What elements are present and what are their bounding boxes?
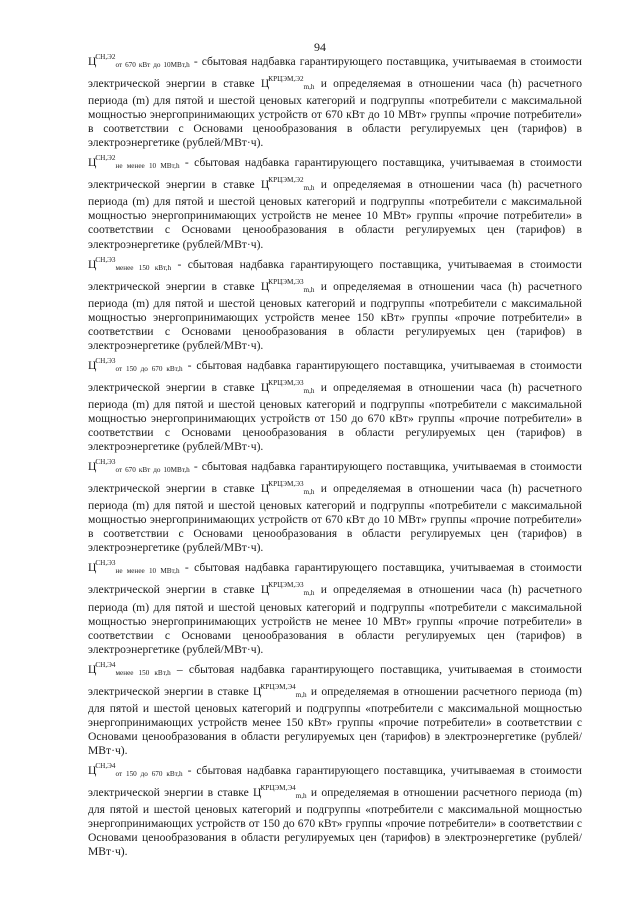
definition-paragraph (88, 556, 582, 656)
symbol-superscript: СН,Э3 (95, 255, 116, 264)
rate-symbol-base: Ц (260, 178, 270, 192)
symbol-superscript: СН,Э3 (95, 559, 116, 568)
definition-text-continued: и определяемая в отношении расчетного периода (m) для пятой и шестой ценовых категорий и подгруппы «потребители с максимальной мощностью энергопринимающих устройств менее 150 кВт» группы «прочие потребители» в соответствии с Основами ценообразования в области регулируемых цен (тарифов) в электроэнергетике (рублей/МВт·ч). (88, 684, 582, 757)
symbol-base: Ц (88, 763, 97, 777)
rate-symbol-base: Ц (253, 786, 262, 800)
rate-symbol (260, 277, 315, 294)
definition-text-continued: и определяемая в отношении часа (h) расчетного периода (m) для пятой и шестой ценовых категорий и подгруппы «потребители с максимальной мощностью энергопринимающих устройств не менее 10 МВт» группы «прочие потребители» в соответствии с Основами ценообразования в области регулируемых цен (тарифов) в электроэнергетике (рублей/МВт·ч). (88, 583, 582, 656)
definition-text-continued: и определяемая в отношении часа (h) расчетного периода (m) для пятой и шестой ценовых категорий и подгруппы «потребители с максимальной мощностью энергопринимающих устройств от 150 до 670 кВт» группы «прочие потребители» в соответствии с Основами ценообразования в области регулируемых цен (тарифов) в электроэнергетике (рублей/МВт·ч). (88, 380, 582, 454)
definition-dash: - (189, 460, 202, 474)
symbol-superscript: СН,Э3 (95, 458, 116, 467)
definition-text: сбытовая надбавка гарантирующего поставщика, учитываемая в стоимости электрической энергии в ставке (88, 55, 582, 91)
symbol-base: Ц (88, 55, 97, 68)
definition-dash: - (179, 156, 195, 170)
definition-text-continued: и определяемая в отношении часа (h) расчетного периода (m) для пятой и шестой ценовых категорий и подгруппы «потребители с максимальной мощностью энергопринимающих устройств от 670 кВт до 10 МВт» группы «прочие потребители» в соответствии с Основами ценообразования в области регулируемых цен (тарифов) в электроэнергетике (рублей/МВт·ч). (88, 77, 582, 150)
definition-paragraph (88, 151, 582, 251)
symbol-superscript: СН,Э4 (95, 660, 116, 669)
page-number: 94 (314, 40, 326, 54)
rate-symbol-superscript: КРЦЭМ,Э4 (260, 784, 296, 793)
definition-dash: - (179, 561, 195, 575)
symbol-subscript: не менее 10 МВт,h (115, 162, 180, 171)
symbol-subscript: от 670 кВт до 10МВт,h (115, 61, 190, 69)
rate-symbol (261, 178, 315, 191)
symbol-superscript: СН,Э2 (95, 154, 116, 163)
definition-dash: - (182, 763, 197, 777)
definition-text: сбытовая надбавка гарантирующего поставщика, учитываемая в стоимости электрической энергии в ставке (88, 561, 582, 597)
rate-symbol-subscript: m,h (303, 589, 315, 598)
definition-text: сбытовая надбавка гарантирующего поставщика, учитываемая в стоимости электрической энергии в ставке (88, 156, 582, 192)
rate-symbol-subscript: m,h (303, 285, 315, 294)
definition-text: сбытовая надбавка гарантирующего поставщика, учитываемая в стоимости электрической энергии в ставке (88, 763, 582, 800)
definition-dash: - (171, 257, 188, 271)
tariff-symbol (88, 55, 190, 68)
definition-text: сбытовая надбавка гарантирующего поставщика, учитываемая в стоимости электрической энергии в ставке (88, 662, 582, 698)
symbol-subscript: менее 150 кВт,h (115, 263, 172, 272)
rate-symbol (261, 583, 315, 596)
symbol-subscript: не менее 10 МВт,h (115, 567, 180, 576)
definition-text: сбытовая надбавка гарантирующего поставщика, учитываемая в стоимости электрической энергии в ставке (88, 257, 582, 293)
tariff-symbol (88, 660, 171, 677)
tariff-symbol (88, 356, 183, 373)
rate-symbol-superscript: КРЦЭМ,Э4 (260, 682, 296, 691)
tariff-symbol (88, 561, 180, 574)
definition-text-continued: и определяемая в отношении часа (h) расчетного периода (m) для пятой и шестой ценовых категорий и подгруппы «потребители с максимальной мощностью энергопринимающих устройств менее 150 кВт» группы «прочие потребители» в соответствии с Основами ценообразования в области регулируемых цен (тарифов) в электроэнергетике (рублей/МВт·ч). (88, 279, 582, 352)
rate-symbol-base: Ц (253, 684, 262, 698)
rate-symbol-subscript: m,h (303, 386, 315, 395)
rate-symbol-superscript: КРЦЭМ,Э3 (268, 378, 304, 387)
symbol-superscript: СН,Э2 (95, 53, 116, 61)
rate-symbol-base: Ц (260, 380, 270, 394)
symbol-superscript: СН,Э3 (95, 356, 116, 365)
rate-symbol-superscript: КРЦЭМ,Э3 (268, 277, 304, 286)
symbol-superscript: СН,Э4 (95, 761, 116, 770)
rate-symbol-base: Ц (260, 583, 270, 597)
rate-symbol-superscript: КРЦЭМ,Э2 (268, 176, 304, 185)
rate-symbol-subscript: m,h (295, 690, 307, 699)
rate-symbol-subscript: m,h (303, 488, 315, 497)
definition-paragraph (88, 759, 582, 859)
symbol-subscript: от 670 кВт до 10МВт,h (115, 466, 190, 475)
symbol-base: Ц (88, 561, 97, 575)
rate-symbol-base: Ц (260, 482, 270, 496)
definition-text-continued: и определяемая в отношении часа (h) расчетного периода (m) для пятой и шестой ценовых категорий и подгруппы «потребители с максимальной мощностью энергопринимающих устройств не менее 10 МВт» группы «прочие потребители» в соответствии с Основами ценообразования в области регулируемых цен (тарифов) в электроэнергетике (рублей/МВт·ч). (88, 178, 582, 251)
symbol-subscript: менее 150 кВт,h (115, 668, 171, 677)
definition-paragraph (88, 455, 582, 555)
rate-symbol-superscript: КРЦЭМ,Э2 (268, 75, 304, 84)
rate-symbol-subscript: m,h (303, 83, 315, 92)
symbol-base: Ц (88, 460, 97, 474)
definition-text-continued: и определяемая в отношении часа (h) расчетного периода (m) для пятой и шестой ценовых категорий и подгруппы «потребители с максимальной мощностью энергопринимающих устройств от 670 кВт до 10 МВт» группы «прочие потребители» в соответствии с Основами ценообразования в области регулируемых цен (тарифов) в электроэнергетике (рублей/МВт·ч). (88, 482, 582, 555)
definition-dash: - (189, 55, 202, 68)
symbol-subscript: от 150 до 670 кВт,h (115, 769, 183, 778)
definition-paragraph (88, 253, 582, 353)
document-body (88, 50, 582, 860)
symbol-base: Ц (88, 358, 97, 372)
symbol-base: Ц (88, 257, 97, 271)
rate-symbol-subscript: m,h (295, 792, 307, 801)
symbol-subscript: от 150 до 670 кВт,h (115, 364, 183, 373)
tariff-symbol (88, 761, 183, 778)
tariff-symbol (88, 156, 180, 169)
rate-symbol-base: Ц (260, 279, 270, 293)
rate-symbol (260, 378, 315, 395)
definition-paragraph (88, 50, 582, 150)
definition-dash: - (182, 358, 197, 372)
rate-symbol-base: Ц (260, 77, 270, 91)
symbol-base: Ц (88, 662, 97, 676)
definition-paragraph (88, 658, 582, 758)
symbol-base: Ц (88, 156, 97, 170)
definition-text: сбытовая надбавка гарантирующего поставщика, учитываемая в стоимости электрической энергии в ставке (88, 358, 582, 394)
tariff-symbol (88, 460, 190, 473)
rate-symbol (261, 482, 315, 495)
tariff-symbol (88, 255, 172, 272)
definition-dash: – (170, 662, 189, 676)
definition-paragraph (88, 354, 582, 454)
rate-symbol-superscript: КРЦЭМ,Э3 (268, 480, 304, 489)
definition-text-continued: и определяемая в отношении расчетного периода (m) для пятой и шестой ценовых категорий и подгруппы «потребители с максимальной мощностью энергопринимающих устройств от 150 до 670 кВт» группы «прочие потребители» в соответствии с Основами ценообразования в области регулируемых цен (тарифов) в электроэнергетике (рублей/МВт·ч). (88, 786, 582, 859)
rate-symbol (261, 77, 315, 90)
rate-symbol (253, 682, 307, 699)
rate-symbol (253, 786, 307, 799)
rate-symbol-subscript: m,h (303, 184, 315, 193)
definition-text: сбытовая надбавка гарантирующего поставщика, учитываемая в стоимости электрической энергии в ставке (88, 460, 582, 496)
rate-symbol-superscript: КРЦЭМ,Э3 (268, 581, 304, 590)
